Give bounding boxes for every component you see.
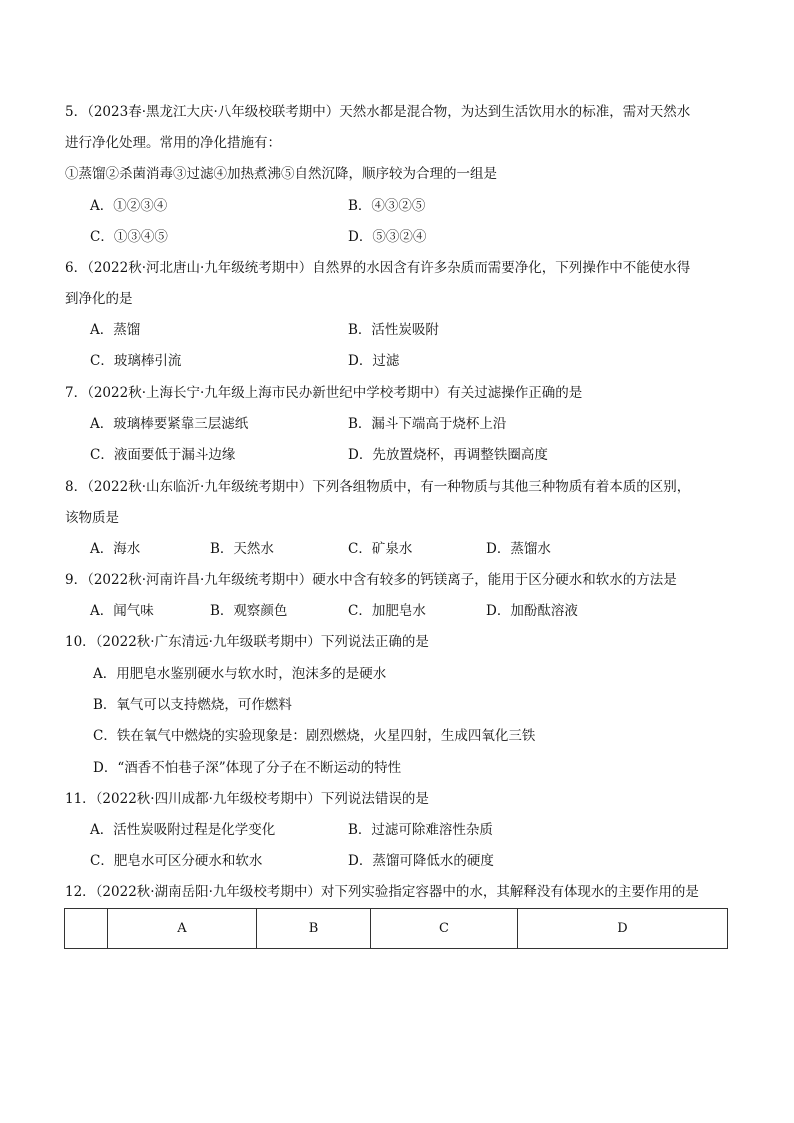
question-10-option-c[interactable]: C．铁在氧气中燃烧的实验现象是：剧烈燃烧，火星四射，生成四氧化三铁 <box>93 728 536 744</box>
table-header-b: B <box>257 909 371 949</box>
table-header-d: D <box>518 909 728 949</box>
table-header-a: A <box>108 909 257 949</box>
question-8-option-c[interactable]: C．矿泉水 <box>348 541 413 557</box>
question-11-stem: 11．（2022秋·四川成都·九年级校考期中）下列说法错误的是 <box>65 791 429 807</box>
question-5-option-d[interactable]: D．⑤③②④ <box>348 229 427 245</box>
question-12-stem: 12．（2022秋·湖南岳阳·九年级校考期中）对下列实验指定容器中的水，其解释没有体现水的主要作用的是 <box>65 884 699 900</box>
table-header-row <box>65 909 728 949</box>
question-10-option-a[interactable]: A．用肥皂水鉴别硬水与软水时，泡沫多的是硬水 <box>93 666 387 682</box>
question-11-option-b[interactable]: B．过滤可除难溶性杂质 <box>348 822 493 838</box>
question-8-option-d[interactable]: D．蒸馏水 <box>486 541 551 557</box>
question-10-option-d[interactable]: D．“酒香不怕巷子深”体现了分子在不断运动的特性 <box>93 760 402 776</box>
question-9-option-c[interactable]: C．加肥皂水 <box>348 603 426 619</box>
question-5-option-b[interactable]: B．④③②⑤ <box>348 198 426 214</box>
question-6-option-a[interactable]: A．蒸馏 <box>90 322 141 338</box>
question-5-stem-cont: 进行净化处理。常用的净化措施有： <box>65 135 281 151</box>
question-9-option-d[interactable]: D．加酚酞溶液 <box>486 603 578 619</box>
question-5-stem: 5．（2023春·黑龙江大庆·八年级校联考期中）天然水都是混合物，为达到生活饮用水的标准，需对天然水 <box>65 104 691 120</box>
question-8-option-a[interactable]: A．海水 <box>90 541 141 557</box>
question-11-option-c[interactable]: C．肥皂水可区分硬水和软水 <box>90 853 263 869</box>
answer-table <box>64 908 728 949</box>
question-5-option-a[interactable]: A．①②③④ <box>90 198 168 214</box>
question-6-option-d[interactable]: D．过滤 <box>348 353 400 369</box>
table-header-blank <box>65 909 108 949</box>
question-8-option-b[interactable]: B．天然水 <box>210 541 274 557</box>
question-9-option-b[interactable]: B．观察颜色 <box>210 603 288 619</box>
question-6-stem: 6．（2022秋·河北唐山·九年级统考期中）自然界的水因含有许多杂质而需要净化，下列操作中不能使水得 <box>65 260 691 276</box>
question-11-option-a[interactable]: A．活性炭吸附过程是化学变化 <box>90 822 276 838</box>
question-7-option-b[interactable]: B．漏斗下端高于烧杯上沿 <box>348 416 507 432</box>
question-7-option-a[interactable]: A．玻璃棒要紧靠三层滤纸 <box>90 416 249 432</box>
question-8-stem: 8．（2022秋·山东临沂·九年级统考期中）下列各组物质中，有一种物质与其他三种物质有着本质的区别， <box>65 479 691 495</box>
question-11-option-d[interactable]: D．蒸馏可降低水的硬度 <box>348 853 494 869</box>
question-7-stem: 7．（2022秋·上海长宁·九年级上海市民办新世纪中学校考期中）有关过滤操作正确的是 <box>65 385 583 401</box>
table-header-c: C <box>371 909 518 949</box>
question-7-option-d[interactable]: D．先放置烧杯，再调整铁圈高度 <box>348 447 548 463</box>
question-6-option-b[interactable]: B．活性炭吸附 <box>348 322 439 338</box>
question-5-stem-cont2: ①蒸馏②杀菌消毒③过滤④加热煮沸⑤自然沉降，顺序较为合理的一组是 <box>65 166 497 182</box>
question-6-stem-cont: 到净化的是 <box>65 291 133 307</box>
question-10-stem: 10．（2022秋·广东清远·九年级联考期中）下列说法正确的是 <box>65 634 429 650</box>
question-5-option-c[interactable]: C．①③④⑤ <box>90 229 168 245</box>
question-8-stem-cont: 该物质是 <box>65 510 119 526</box>
question-10-option-b[interactable]: B．氧气可以支持燃烧，可作燃料 <box>93 697 292 713</box>
question-7-option-c[interactable]: C．液面要低于漏斗边缘 <box>90 447 236 463</box>
question-6-option-c[interactable]: C．玻璃棒引流 <box>90 353 182 369</box>
question-9-option-a[interactable]: A．闻气味 <box>90 603 154 619</box>
question-9-stem: 9．（2022秋·河南许昌·九年级统考期中）硬水中含有较多的钙镁离子，能用于区分硬水和软水的方法是 <box>65 572 677 588</box>
